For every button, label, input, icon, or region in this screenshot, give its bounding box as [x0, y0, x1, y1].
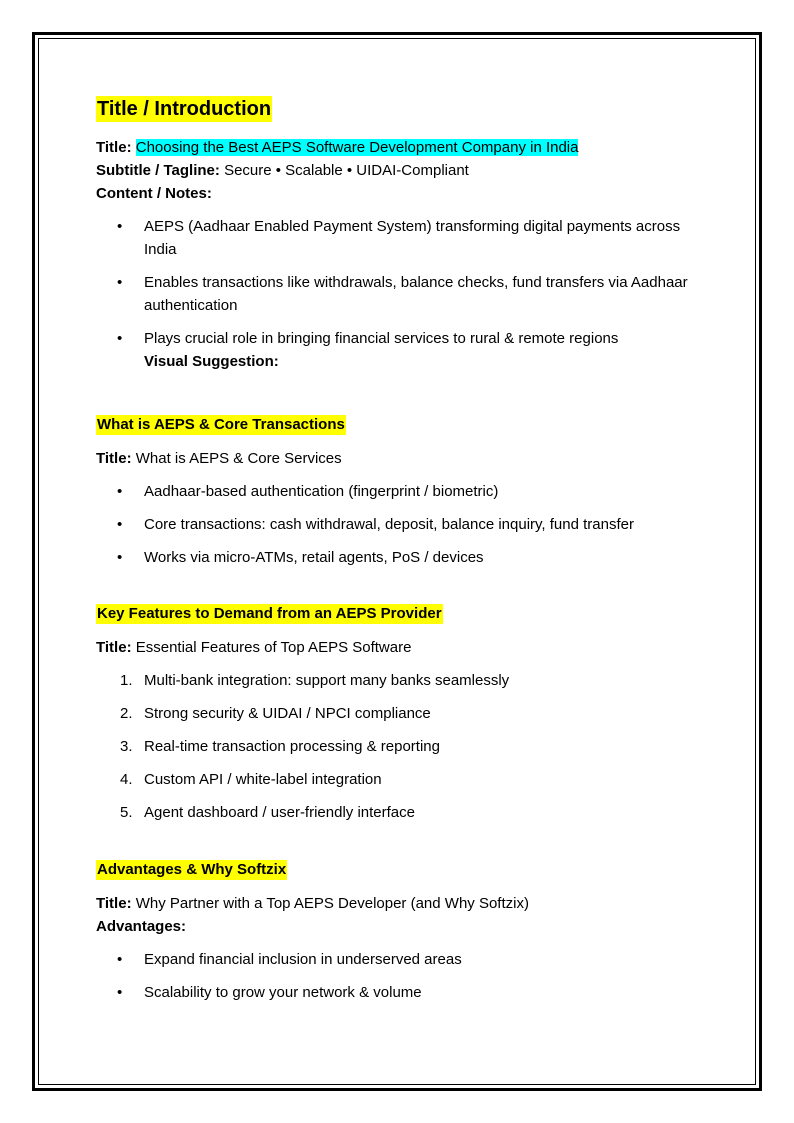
list-number: 2. [120, 705, 133, 722]
list-number: 4. [120, 771, 133, 788]
bullet-icon: • [117, 330, 123, 347]
list-item [96, 271, 696, 317]
list-item [96, 669, 696, 692]
list-item-text: Strong security & UIDAI / NPCI compliance [144, 705, 431, 722]
list-item-text: Real-time transaction processing & reporting [144, 738, 440, 755]
list-item-text: Custom API / white-label integration [144, 771, 382, 788]
what-is-title-line [96, 447, 696, 470]
bullet-icon: • [117, 984, 123, 1001]
list-item [96, 215, 696, 261]
list-number: 5. [120, 804, 133, 821]
title-value: Essential Features of Top AEPS Software [135, 639, 412, 656]
section-heading-introduction: Title / Introduction [97, 98, 272, 120]
list-item-text: Aadhaar-based authentication (fingerprint / biometric) [144, 483, 499, 500]
visual-suggestion-label: Visual Suggestion: [144, 353, 279, 370]
list-item [96, 327, 696, 373]
advantages-list [96, 948, 696, 1004]
title-label: Title: [96, 139, 132, 156]
title-label: Title: [96, 450, 132, 467]
notes-label: Content / Notes: [96, 185, 212, 202]
list-number: 1. [120, 672, 133, 689]
intro-title-line [96, 136, 696, 159]
section-heading-advantages: Advantages & Why Softzix [97, 861, 287, 878]
bullet-icon: • [117, 951, 123, 968]
section-key-features [96, 604, 696, 824]
list-item-text: Agent dashboard / user-friendly interface [144, 804, 415, 821]
bullet-icon: • [117, 516, 123, 533]
bullet-icon: • [117, 218, 123, 235]
list-item-text: Multi-bank integration: support many banks seamlessly [144, 672, 510, 689]
advantages-title-line [96, 892, 696, 915]
title-value: Choosing the Best AEPS Software Development Company in India [135, 139, 579, 156]
list-item [96, 546, 696, 569]
core-transactions-list [96, 480, 696, 569]
section-heading-key-features: Key Features to Demand from an AEPS Provider [97, 605, 442, 622]
bullet-icon: • [117, 549, 123, 566]
subtitle-label: Subtitle / Tagline: [96, 162, 220, 179]
list-item [96, 513, 696, 536]
bullet-icon: • [117, 274, 123, 291]
advantages-label-line [96, 915, 696, 938]
section-introduction [96, 96, 696, 373]
list-item-text: Scalability to grow your network & volume [144, 984, 422, 1001]
features-title-line [96, 636, 696, 659]
features-numbered-list [96, 669, 696, 824]
list-item [96, 801, 696, 824]
list-item-text: AEPS (Aadhaar Enabled Payment System) transforming digital payments across India [144, 218, 681, 258]
title-label: Title: [96, 895, 132, 912]
list-item-text: Plays crucial role in bringing financial services to rural & remote regions [144, 330, 619, 347]
list-item [96, 735, 696, 758]
list-item-text: Core transactions: cash withdrawal, deposit, balance inquiry, fund transfer [144, 516, 634, 533]
list-item [96, 981, 696, 1004]
title-value: Why Partner with a Top AEPS Developer (and Why Softzix) [135, 895, 529, 912]
document-body [96, 96, 696, 1001]
section-what-is-aeps [96, 415, 696, 569]
notes-label-line [96, 182, 696, 205]
list-item-text: Expand financial inclusion in underserved areas [144, 951, 462, 968]
list-number: 3. [120, 738, 133, 755]
intro-bullet-list [96, 215, 696, 373]
list-item-text: Works via micro-ATMs, retail agents, PoS / devices [144, 549, 484, 566]
title-label: Title: [96, 639, 132, 656]
advantages-label: Advantages: [96, 918, 187, 935]
title-value: What is AEPS & Core Services [135, 450, 342, 467]
section-heading-what-is-aeps: What is AEPS & Core Transactions [97, 416, 345, 433]
bullet-icon: • [117, 483, 123, 500]
list-item [96, 768, 696, 791]
list-item-text: Enables transactions like withdrawals, balance checks, fund transfers via Aadhaar authentication [144, 274, 688, 314]
subtitle-value: Secure • Scalable • UIDAI-Compliant [224, 162, 469, 179]
list-item [96, 948, 696, 971]
list-item [96, 480, 696, 503]
list-item [96, 702, 696, 725]
subtitle-line [96, 159, 696, 182]
section-advantages [96, 860, 696, 1004]
